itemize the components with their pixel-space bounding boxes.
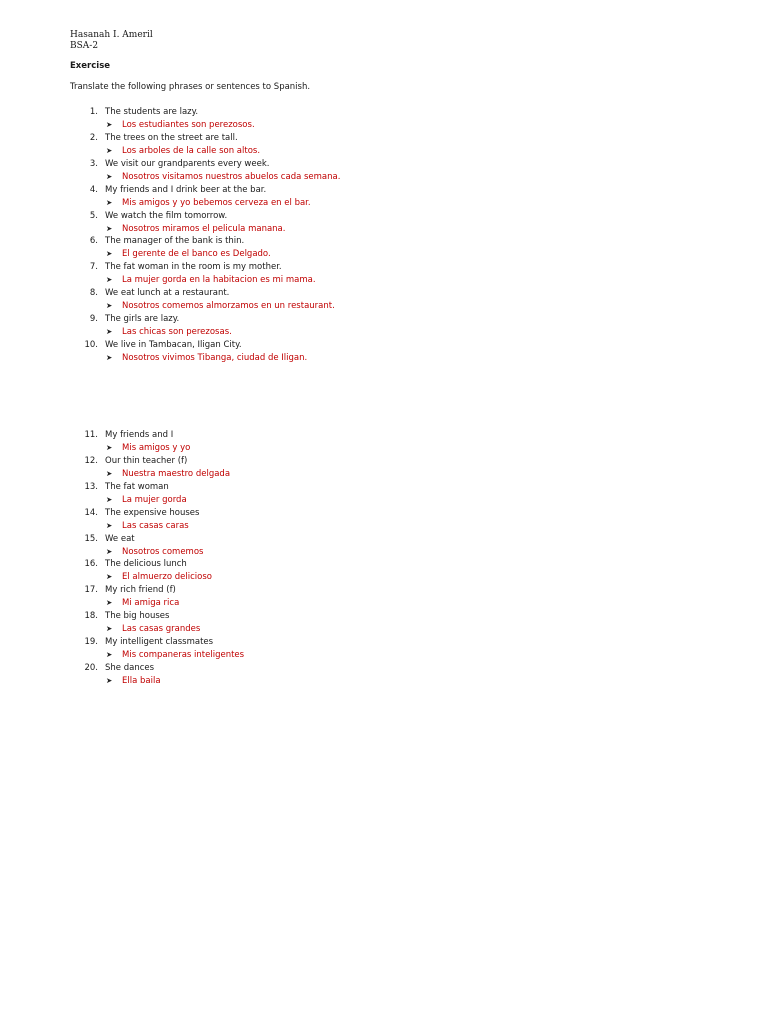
list-item bbox=[0, 456, 768, 482]
spanish-translation: El gerente de el banco es Delgado. bbox=[122, 249, 271, 260]
item-number: 5. bbox=[89, 210, 98, 221]
arrow-bullet-icon: ➤ bbox=[106, 145, 113, 155]
item-number: 11. bbox=[84, 430, 98, 440]
list-item bbox=[0, 585, 768, 611]
list-item bbox=[0, 262, 768, 288]
spanish-translation: Nosotros comemos almorzamos en un restaurant. bbox=[122, 301, 335, 312]
english-phrase: The manager of the bank is thin. bbox=[105, 236, 245, 247]
english-phrase: The delicious lunch bbox=[105, 559, 187, 570]
english-phrase: My friends and I bbox=[105, 430, 174, 440]
item-number: 15. bbox=[84, 533, 98, 544]
arrow-bullet-icon: ➤ bbox=[106, 301, 113, 311]
item-number: 18. bbox=[84, 611, 98, 622]
spanish-translation: Nosotros vivimos Tibanga, ciudad de Iligan. bbox=[122, 353, 308, 364]
english-phrase: My friends and I drink beer at the bar. bbox=[105, 184, 267, 195]
list-item bbox=[0, 288, 768, 314]
item-number: 7. bbox=[89, 262, 98, 273]
item-number: 1. bbox=[89, 107, 98, 117]
arrow-bullet-icon: ➤ bbox=[106, 676, 113, 686]
english-phrase: We eat lunch at a restaurant. bbox=[105, 288, 230, 299]
english-phrase: My intelligent classmates bbox=[105, 637, 214, 648]
arrow-bullet-icon: ➤ bbox=[106, 171, 113, 181]
arrow-bullet-icon: ➤ bbox=[106, 598, 113, 608]
spanish-translation: Las chicas son perezosas. bbox=[122, 327, 232, 338]
list-item bbox=[0, 159, 768, 185]
spanish-translation: Mi amiga rica bbox=[122, 598, 180, 609]
arrow-bullet-icon: ➤ bbox=[106, 327, 113, 337]
item-number: 9. bbox=[89, 314, 98, 325]
arrow-bullet-icon: ➤ bbox=[106, 520, 113, 530]
item-number: 4. bbox=[89, 184, 98, 195]
spanish-translation: La mujer gorda en la habitacion es mi mama. bbox=[122, 275, 316, 286]
arrow-bullet-icon: ➤ bbox=[106, 197, 113, 207]
english-phrase: The trees on the street are tall. bbox=[105, 132, 238, 143]
english-phrase: We live in Tambacan, Iligan City. bbox=[105, 340, 242, 351]
spanish-translation: Los arboles de la calle son altos. bbox=[122, 145, 261, 156]
arrow-bullet-icon: ➤ bbox=[106, 546, 113, 556]
item-number: 19. bbox=[84, 637, 98, 648]
list-item bbox=[0, 637, 768, 663]
english-phrase: The big houses bbox=[105, 611, 170, 622]
list-item bbox=[0, 185, 768, 211]
spanish-translation: Las casas grandes bbox=[122, 624, 201, 635]
english-phrase: We visit our grandparents every week. bbox=[105, 158, 270, 169]
item-number: 17. bbox=[84, 585, 98, 596]
list-item bbox=[0, 430, 768, 456]
arrow-bullet-icon: ➤ bbox=[106, 468, 113, 478]
list-item bbox=[0, 340, 768, 366]
spanish-translation: La mujer gorda bbox=[122, 494, 187, 505]
list-item bbox=[0, 133, 768, 159]
arrow-bullet-icon: ➤ bbox=[106, 624, 113, 634]
english-phrase: The fat woman bbox=[105, 481, 169, 492]
english-phrase: We watch the film tomorrow. bbox=[105, 210, 228, 221]
english-phrase: We eat bbox=[105, 533, 135, 544]
english-phrase: The students are lazy. bbox=[105, 107, 199, 117]
list-item bbox=[0, 107, 768, 133]
english-phrase: The fat woman in the room is my mother. bbox=[105, 262, 282, 273]
english-phrase: My rich friend (f) bbox=[105, 585, 176, 596]
list-item bbox=[0, 482, 768, 508]
list-item bbox=[0, 663, 768, 689]
item-number: 14. bbox=[84, 507, 98, 518]
list-item bbox=[0, 508, 768, 534]
spanish-translation: Mis companeras inteligentes bbox=[122, 650, 245, 661]
spanish-translation: Los estudiantes son perezosos. bbox=[122, 120, 255, 130]
list-item bbox=[0, 314, 768, 340]
spanish-translation: Nosotros miramos el pelicula manana. bbox=[122, 223, 286, 234]
arrow-bullet-icon: ➤ bbox=[106, 223, 113, 233]
english-phrase: Our thin teacher (f) bbox=[105, 455, 188, 466]
spanish-translation: Nosotros comemos bbox=[122, 546, 204, 557]
spanish-translation: Mis amigos y yo bebemos cerveza en el bar. bbox=[122, 197, 311, 208]
english-phrase: The expensive houses bbox=[105, 507, 200, 518]
item-number: 6. bbox=[89, 236, 98, 247]
english-phrase: The girls are lazy. bbox=[105, 314, 180, 325]
spanish-translation: El almuerzo delicioso bbox=[122, 572, 212, 583]
list-item bbox=[0, 534, 768, 560]
item-number: 8. bbox=[89, 288, 98, 299]
spanish-translation: Nosotros visitamos nuestros abuelos cada semana. bbox=[122, 171, 341, 182]
exercise-heading: Exercise bbox=[70, 61, 111, 71]
arrow-bullet-icon: ➤ bbox=[106, 353, 113, 363]
list-item bbox=[0, 236, 768, 262]
arrow-bullet-icon: ➤ bbox=[106, 120, 113, 129]
list-item bbox=[0, 211, 768, 237]
spanish-translation: Mis amigos y yo bbox=[122, 443, 191, 453]
instructions-text: Translate the following phrases or sentences to Spanish. bbox=[70, 82, 311, 92]
exercise-list-part2 bbox=[0, 430, 768, 689]
exercise-list-part1 bbox=[0, 107, 768, 366]
item-number: 10. bbox=[84, 340, 98, 351]
arrow-bullet-icon: ➤ bbox=[106, 572, 113, 582]
author-name: Hasanah I. Ameril bbox=[70, 30, 153, 40]
item-number: 2. bbox=[89, 132, 98, 143]
item-number: 13. bbox=[84, 481, 98, 492]
list-item bbox=[0, 611, 768, 637]
arrow-bullet-icon: ➤ bbox=[106, 443, 113, 452]
arrow-bullet-icon: ➤ bbox=[106, 650, 113, 660]
item-number: 16. bbox=[84, 559, 98, 570]
item-number: 3. bbox=[89, 158, 98, 169]
english-phrase: She dances bbox=[105, 663, 155, 674]
list-item bbox=[0, 559, 768, 585]
item-number: 20. bbox=[84, 663, 98, 674]
author-class: BSA-2 bbox=[70, 41, 99, 51]
arrow-bullet-icon: ➤ bbox=[106, 494, 113, 504]
arrow-bullet-icon: ➤ bbox=[106, 275, 113, 285]
item-number: 12. bbox=[84, 455, 98, 466]
spanish-translation: Las casas caras bbox=[122, 520, 189, 531]
spanish-translation: Nuestra maestro delgada bbox=[122, 468, 231, 479]
arrow-bullet-icon: ➤ bbox=[106, 249, 113, 259]
spanish-translation: Ella baila bbox=[122, 676, 161, 687]
